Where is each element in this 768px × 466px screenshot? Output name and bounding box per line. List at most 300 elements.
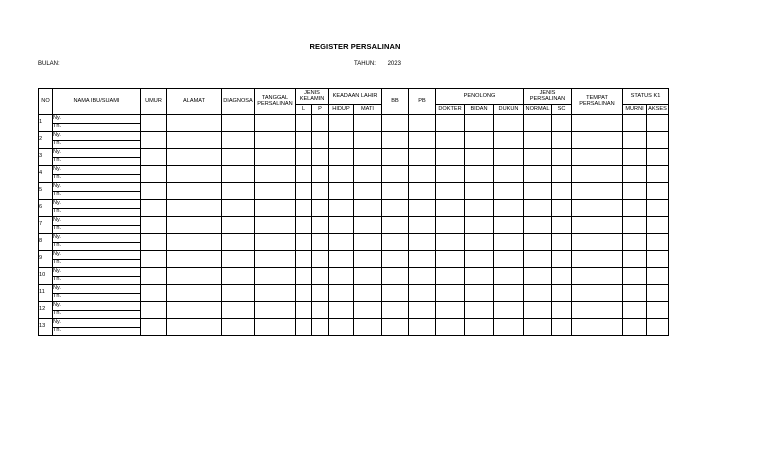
empty-cell[interactable] bbox=[312, 166, 329, 183]
empty-cell[interactable] bbox=[296, 217, 312, 234]
row-number: 4 bbox=[39, 166, 53, 183]
col-umur-header: UMUR bbox=[141, 89, 167, 115]
empty-cell[interactable] bbox=[141, 115, 167, 132]
empty-cell[interactable] bbox=[494, 115, 524, 132]
col-pb-header: PB bbox=[409, 89, 436, 115]
nama-ibu-cell[interactable]: Ny. bbox=[53, 302, 141, 311]
empty-cell[interactable] bbox=[222, 149, 255, 166]
empty-cell[interactable] bbox=[494, 285, 524, 302]
empty-cell[interactable] bbox=[222, 132, 255, 149]
empty-cell[interactable] bbox=[329, 132, 354, 149]
empty-cell[interactable] bbox=[222, 251, 255, 268]
empty-cell[interactable] bbox=[167, 183, 222, 200]
empty-cell[interactable] bbox=[572, 217, 623, 234]
empty-cell[interactable] bbox=[141, 200, 167, 217]
col-jenis-persalinan-header: JENIS PERSALINAN bbox=[524, 89, 572, 105]
empty-cell[interactable] bbox=[409, 217, 436, 234]
col-bidan-header: BIDAN bbox=[465, 105, 494, 115]
empty-cell[interactable] bbox=[409, 302, 436, 319]
empty-cell[interactable] bbox=[647, 132, 669, 149]
empty-cell[interactable] bbox=[409, 268, 436, 285]
empty-cell[interactable] bbox=[329, 183, 354, 200]
empty-cell[interactable] bbox=[552, 251, 572, 268]
empty-cell[interactable] bbox=[623, 200, 647, 217]
empty-cell[interactable] bbox=[409, 132, 436, 149]
empty-cell[interactable] bbox=[382, 251, 409, 268]
empty-cell[interactable] bbox=[382, 234, 409, 251]
empty-cell[interactable] bbox=[623, 217, 647, 234]
empty-cell[interactable] bbox=[296, 302, 312, 319]
empty-cell[interactable] bbox=[329, 200, 354, 217]
empty-cell[interactable] bbox=[382, 132, 409, 149]
empty-cell[interactable] bbox=[222, 217, 255, 234]
empty-cell[interactable] bbox=[255, 217, 296, 234]
empty-cell[interactable] bbox=[647, 251, 669, 268]
nama-suami-cell[interactable]: Tn. bbox=[53, 293, 141, 302]
empty-cell[interactable] bbox=[354, 268, 382, 285]
empty-cell[interactable] bbox=[329, 234, 354, 251]
empty-cell[interactable] bbox=[329, 217, 354, 234]
empty-cell[interactable] bbox=[141, 132, 167, 149]
empty-cell[interactable] bbox=[436, 302, 465, 319]
row-number: 8 bbox=[39, 234, 53, 251]
empty-cell[interactable] bbox=[647, 234, 669, 251]
empty-cell[interactable] bbox=[329, 115, 354, 132]
empty-cell[interactable] bbox=[623, 115, 647, 132]
empty-cell[interactable] bbox=[382, 217, 409, 234]
nama-suami-cell[interactable]: Tn. bbox=[53, 276, 141, 285]
empty-cell[interactable] bbox=[552, 132, 572, 149]
empty-cell[interactable] bbox=[552, 217, 572, 234]
row-number: 10 bbox=[39, 268, 53, 285]
empty-cell[interactable] bbox=[436, 183, 465, 200]
empty-cell[interactable] bbox=[312, 302, 329, 319]
empty-cell[interactable] bbox=[382, 183, 409, 200]
empty-cell[interactable] bbox=[465, 268, 494, 285]
empty-cell[interactable] bbox=[382, 115, 409, 132]
empty-cell[interactable] bbox=[572, 319, 623, 336]
empty-cell[interactable] bbox=[222, 285, 255, 302]
col-status-k1-header: STATUS K1 bbox=[623, 89, 669, 105]
empty-cell[interactable] bbox=[494, 183, 524, 200]
nama-suami-cell[interactable]: Tn. bbox=[53, 225, 141, 234]
empty-cell[interactable] bbox=[255, 251, 296, 268]
table-row bbox=[39, 183, 669, 192]
nama-suami-cell[interactable]: Tn. bbox=[53, 242, 141, 251]
empty-cell[interactable] bbox=[494, 149, 524, 166]
empty-cell[interactable] bbox=[167, 319, 222, 336]
empty-cell[interactable] bbox=[572, 268, 623, 285]
empty-cell[interactable] bbox=[167, 200, 222, 217]
empty-cell[interactable] bbox=[623, 251, 647, 268]
nama-ibu-cell[interactable]: Ny. bbox=[53, 149, 141, 158]
empty-cell[interactable] bbox=[296, 319, 312, 336]
nama-ibu-cell[interactable]: Ny. bbox=[53, 217, 141, 226]
table-row bbox=[39, 200, 669, 209]
empty-cell[interactable] bbox=[436, 217, 465, 234]
empty-cell[interactable] bbox=[623, 285, 647, 302]
empty-cell[interactable] bbox=[623, 149, 647, 166]
tahun-label: TAHUN: bbox=[354, 61, 376, 67]
empty-cell[interactable] bbox=[312, 319, 329, 336]
empty-cell[interactable] bbox=[329, 319, 354, 336]
empty-cell[interactable] bbox=[329, 149, 354, 166]
col-tanggal-header: TANGGAL PERSALINAN bbox=[255, 89, 296, 115]
empty-cell[interactable] bbox=[524, 183, 552, 200]
empty-cell[interactable] bbox=[552, 285, 572, 302]
empty-cell[interactable] bbox=[312, 285, 329, 302]
empty-cell[interactable] bbox=[572, 285, 623, 302]
empty-cell[interactable] bbox=[647, 166, 669, 183]
empty-cell[interactable] bbox=[167, 285, 222, 302]
empty-cell[interactable] bbox=[312, 234, 329, 251]
col-dukun-header: DUKUN bbox=[494, 105, 524, 115]
empty-cell[interactable] bbox=[524, 285, 552, 302]
empty-cell[interactable] bbox=[436, 115, 465, 132]
empty-cell[interactable] bbox=[255, 183, 296, 200]
empty-cell[interactable] bbox=[167, 166, 222, 183]
empty-cell[interactable] bbox=[312, 149, 329, 166]
empty-cell[interactable] bbox=[647, 319, 669, 336]
empty-cell[interactable] bbox=[354, 132, 382, 149]
empty-cell[interactable] bbox=[312, 183, 329, 200]
empty-cell[interactable] bbox=[255, 166, 296, 183]
empty-cell[interactable] bbox=[494, 217, 524, 234]
empty-cell[interactable] bbox=[354, 285, 382, 302]
nama-suami-cell[interactable]: Tn. bbox=[53, 327, 141, 336]
empty-cell[interactable] bbox=[647, 302, 669, 319]
empty-cell[interactable] bbox=[572, 166, 623, 183]
empty-cell[interactable] bbox=[255, 149, 296, 166]
tahun-value: 2023 bbox=[387, 61, 401, 67]
empty-cell[interactable] bbox=[572, 132, 623, 149]
empty-cell[interactable] bbox=[524, 302, 552, 319]
empty-cell[interactable] bbox=[141, 285, 167, 302]
empty-cell[interactable] bbox=[465, 319, 494, 336]
empty-cell[interactable] bbox=[623, 302, 647, 319]
empty-cell[interactable] bbox=[494, 251, 524, 268]
col-akses-header: AKSES bbox=[647, 105, 669, 115]
empty-cell[interactable] bbox=[552, 302, 572, 319]
empty-cell[interactable] bbox=[647, 268, 669, 285]
empty-cell[interactable] bbox=[552, 200, 572, 217]
empty-cell[interactable] bbox=[572, 149, 623, 166]
empty-cell[interactable] bbox=[382, 319, 409, 336]
empty-cell[interactable] bbox=[524, 166, 552, 183]
nama-suami-cell[interactable]: Tn. bbox=[53, 208, 141, 217]
empty-cell[interactable] bbox=[465, 183, 494, 200]
empty-cell[interactable] bbox=[255, 234, 296, 251]
col-hidup-header: HIDUP bbox=[329, 105, 354, 115]
empty-cell[interactable] bbox=[647, 200, 669, 217]
empty-cell[interactable] bbox=[494, 234, 524, 251]
empty-cell[interactable] bbox=[465, 132, 494, 149]
empty-cell[interactable] bbox=[222, 268, 255, 285]
empty-cell[interactable] bbox=[623, 183, 647, 200]
empty-cell[interactable] bbox=[222, 183, 255, 200]
document-title: REGISTER PERSALINAN bbox=[309, 42, 401, 51]
empty-cell[interactable] bbox=[222, 234, 255, 251]
empty-cell[interactable] bbox=[222, 302, 255, 319]
nama-ibu-cell[interactable]: Ny. bbox=[53, 115, 141, 124]
empty-cell[interactable] bbox=[296, 200, 312, 217]
empty-cell[interactable] bbox=[409, 166, 436, 183]
empty-cell[interactable] bbox=[572, 234, 623, 251]
empty-cell[interactable] bbox=[436, 251, 465, 268]
empty-cell[interactable] bbox=[329, 285, 354, 302]
empty-cell[interactable] bbox=[312, 115, 329, 132]
empty-cell[interactable] bbox=[623, 166, 647, 183]
empty-cell[interactable] bbox=[647, 183, 669, 200]
empty-cell[interactable] bbox=[141, 149, 167, 166]
empty-cell[interactable] bbox=[354, 251, 382, 268]
empty-cell[interactable] bbox=[141, 217, 167, 234]
empty-cell[interactable] bbox=[465, 251, 494, 268]
empty-cell[interactable] bbox=[436, 166, 465, 183]
empty-cell[interactable] bbox=[296, 115, 312, 132]
row-number: 3 bbox=[39, 149, 53, 166]
empty-cell[interactable] bbox=[436, 132, 465, 149]
empty-cell[interactable] bbox=[141, 302, 167, 319]
empty-cell[interactable] bbox=[312, 268, 329, 285]
empty-cell[interactable] bbox=[524, 268, 552, 285]
empty-cell[interactable] bbox=[312, 217, 329, 234]
empty-cell[interactable] bbox=[382, 268, 409, 285]
empty-cell[interactable] bbox=[255, 319, 296, 336]
empty-cell[interactable] bbox=[623, 132, 647, 149]
empty-cell[interactable] bbox=[296, 166, 312, 183]
empty-cell[interactable] bbox=[255, 132, 296, 149]
empty-cell[interactable] bbox=[167, 217, 222, 234]
empty-cell[interactable] bbox=[524, 217, 552, 234]
empty-cell[interactable] bbox=[409, 319, 436, 336]
empty-cell[interactable] bbox=[312, 132, 329, 149]
nama-suami-cell[interactable]: Tn. bbox=[53, 174, 141, 183]
empty-cell[interactable] bbox=[572, 200, 623, 217]
col-l-header: L bbox=[296, 105, 312, 115]
empty-cell[interactable] bbox=[141, 166, 167, 183]
empty-cell[interactable] bbox=[572, 302, 623, 319]
empty-cell[interactable] bbox=[524, 200, 552, 217]
row-number: 13 bbox=[39, 319, 53, 336]
empty-cell[interactable] bbox=[524, 149, 552, 166]
empty-cell[interactable] bbox=[167, 268, 222, 285]
empty-cell[interactable] bbox=[647, 217, 669, 234]
empty-cell[interactable] bbox=[329, 166, 354, 183]
nama-ibu-cell[interactable]: Ny. bbox=[53, 132, 141, 141]
empty-cell[interactable] bbox=[296, 149, 312, 166]
row-number: 7 bbox=[39, 217, 53, 234]
empty-cell[interactable] bbox=[222, 115, 255, 132]
empty-cell[interactable] bbox=[329, 251, 354, 268]
empty-cell[interactable] bbox=[354, 149, 382, 166]
empty-cell[interactable] bbox=[436, 149, 465, 166]
empty-cell[interactable] bbox=[494, 200, 524, 217]
empty-cell[interactable] bbox=[465, 115, 494, 132]
row-number: 12 bbox=[39, 302, 53, 319]
empty-cell[interactable] bbox=[167, 132, 222, 149]
empty-cell[interactable] bbox=[494, 166, 524, 183]
empty-cell[interactable] bbox=[494, 302, 524, 319]
nama-ibu-cell[interactable]: Ny. bbox=[53, 268, 141, 277]
empty-cell[interactable] bbox=[255, 302, 296, 319]
empty-cell[interactable] bbox=[296, 251, 312, 268]
empty-cell[interactable] bbox=[141, 268, 167, 285]
empty-cell[interactable] bbox=[409, 200, 436, 217]
empty-cell[interactable] bbox=[312, 200, 329, 217]
empty-cell[interactable] bbox=[524, 234, 552, 251]
empty-cell[interactable] bbox=[552, 183, 572, 200]
empty-cell[interactable] bbox=[552, 166, 572, 183]
nama-ibu-cell[interactable]: Ny. bbox=[53, 285, 141, 294]
empty-cell[interactable] bbox=[167, 115, 222, 132]
col-bb-header: BB bbox=[382, 89, 409, 115]
nama-suami-cell[interactable]: Tn. bbox=[53, 157, 141, 166]
empty-cell[interactable] bbox=[296, 268, 312, 285]
empty-cell[interactable] bbox=[465, 200, 494, 217]
empty-cell[interactable] bbox=[572, 251, 623, 268]
empty-cell[interactable] bbox=[167, 302, 222, 319]
empty-cell[interactable] bbox=[436, 285, 465, 302]
empty-cell[interactable] bbox=[436, 268, 465, 285]
empty-cell[interactable] bbox=[465, 285, 494, 302]
empty-cell[interactable] bbox=[354, 115, 382, 132]
empty-cell[interactable] bbox=[436, 319, 465, 336]
empty-cell[interactable] bbox=[524, 132, 552, 149]
row-number: 2 bbox=[39, 132, 53, 149]
empty-cell[interactable] bbox=[494, 132, 524, 149]
empty-cell[interactable] bbox=[255, 285, 296, 302]
header-row-1 bbox=[39, 89, 669, 105]
empty-cell[interactable] bbox=[255, 200, 296, 217]
empty-cell[interactable] bbox=[572, 183, 623, 200]
nama-suami-cell[interactable]: Tn. bbox=[53, 259, 141, 268]
empty-cell[interactable] bbox=[623, 268, 647, 285]
empty-cell[interactable] bbox=[494, 319, 524, 336]
empty-cell[interactable] bbox=[354, 166, 382, 183]
empty-cell[interactable] bbox=[255, 115, 296, 132]
empty-cell[interactable] bbox=[409, 115, 436, 132]
empty-cell[interactable] bbox=[465, 302, 494, 319]
empty-cell[interactable] bbox=[436, 200, 465, 217]
empty-cell[interactable] bbox=[354, 319, 382, 336]
empty-cell[interactable] bbox=[354, 302, 382, 319]
empty-cell[interactable] bbox=[524, 319, 552, 336]
empty-cell[interactable] bbox=[494, 268, 524, 285]
empty-cell[interactable] bbox=[647, 115, 669, 132]
empty-cell[interactable] bbox=[296, 234, 312, 251]
nama-suami-cell[interactable]: Tn. bbox=[53, 140, 141, 149]
nama-ibu-cell[interactable]: Ny. bbox=[53, 166, 141, 175]
nama-suami-cell[interactable]: Tn. bbox=[53, 310, 141, 319]
empty-cell[interactable] bbox=[572, 115, 623, 132]
empty-cell[interactable] bbox=[524, 115, 552, 132]
empty-cell[interactable] bbox=[354, 234, 382, 251]
empty-cell[interactable] bbox=[329, 268, 354, 285]
empty-cell[interactable] bbox=[354, 200, 382, 217]
empty-cell[interactable] bbox=[296, 183, 312, 200]
empty-cell[interactable] bbox=[409, 251, 436, 268]
empty-cell[interactable] bbox=[354, 217, 382, 234]
empty-cell[interactable] bbox=[409, 183, 436, 200]
empty-cell[interactable] bbox=[552, 115, 572, 132]
col-no-header: NO bbox=[39, 89, 53, 115]
empty-cell[interactable] bbox=[382, 149, 409, 166]
empty-cell[interactable] bbox=[647, 285, 669, 302]
empty-cell[interactable] bbox=[552, 234, 572, 251]
empty-cell[interactable] bbox=[222, 166, 255, 183]
nama-ibu-cell[interactable]: Ny. bbox=[53, 319, 141, 328]
empty-cell[interactable] bbox=[647, 149, 669, 166]
empty-cell[interactable] bbox=[382, 302, 409, 319]
empty-cell[interactable] bbox=[552, 319, 572, 336]
empty-cell[interactable] bbox=[167, 251, 222, 268]
empty-cell[interactable] bbox=[623, 234, 647, 251]
register-table bbox=[38, 88, 669, 336]
empty-cell[interactable] bbox=[167, 234, 222, 251]
table-row bbox=[39, 285, 669, 294]
empty-cell[interactable] bbox=[354, 183, 382, 200]
col-mati-header: MATI bbox=[354, 105, 382, 115]
empty-cell[interactable] bbox=[255, 268, 296, 285]
bulan-field bbox=[38, 61, 60, 67]
tahun-field bbox=[354, 61, 401, 67]
empty-cell[interactable] bbox=[623, 319, 647, 336]
col-nama-header: NAMA IBU/SUAMI bbox=[53, 89, 141, 115]
col-tempat-header: TEMPAT PERSALINAN bbox=[572, 89, 623, 115]
nama-suami-cell[interactable]: Tn. bbox=[53, 191, 141, 200]
empty-cell[interactable] bbox=[436, 234, 465, 251]
empty-cell[interactable] bbox=[296, 285, 312, 302]
table-row bbox=[39, 302, 669, 311]
empty-cell[interactable] bbox=[382, 200, 409, 217]
empty-cell[interactable] bbox=[141, 251, 167, 268]
nama-ibu-cell[interactable]: Ny. bbox=[53, 234, 141, 243]
nama-ibu-cell[interactable]: Ny. bbox=[53, 183, 141, 192]
empty-cell[interactable] bbox=[552, 149, 572, 166]
col-alamat-header: ALAMAT bbox=[167, 89, 222, 115]
empty-cell[interactable] bbox=[167, 149, 222, 166]
empty-cell[interactable] bbox=[141, 319, 167, 336]
empty-cell[interactable] bbox=[465, 166, 494, 183]
empty-cell[interactable] bbox=[141, 183, 167, 200]
empty-cell[interactable] bbox=[222, 200, 255, 217]
empty-cell[interactable] bbox=[312, 251, 329, 268]
row-number: 11 bbox=[39, 285, 53, 302]
empty-cell[interactable] bbox=[296, 132, 312, 149]
empty-cell[interactable] bbox=[465, 217, 494, 234]
empty-cell[interactable] bbox=[552, 268, 572, 285]
table-row bbox=[39, 217, 669, 226]
empty-cell[interactable] bbox=[409, 149, 436, 166]
empty-cell[interactable] bbox=[382, 166, 409, 183]
empty-cell[interactable] bbox=[382, 285, 409, 302]
empty-cell[interactable] bbox=[222, 319, 255, 336]
nama-ibu-cell[interactable]: Ny. bbox=[53, 200, 141, 209]
table-row bbox=[39, 149, 669, 158]
row-number: 9 bbox=[39, 251, 53, 268]
empty-cell[interactable] bbox=[409, 285, 436, 302]
empty-cell[interactable] bbox=[409, 234, 436, 251]
nama-suami-cell[interactable]: Tn. bbox=[53, 123, 141, 132]
nama-ibu-cell[interactable]: Ny. bbox=[53, 251, 141, 260]
empty-cell[interactable] bbox=[465, 149, 494, 166]
empty-cell[interactable] bbox=[141, 234, 167, 251]
table-row bbox=[39, 268, 669, 277]
empty-cell[interactable] bbox=[329, 302, 354, 319]
empty-cell[interactable] bbox=[524, 251, 552, 268]
empty-cell[interactable] bbox=[465, 234, 494, 251]
